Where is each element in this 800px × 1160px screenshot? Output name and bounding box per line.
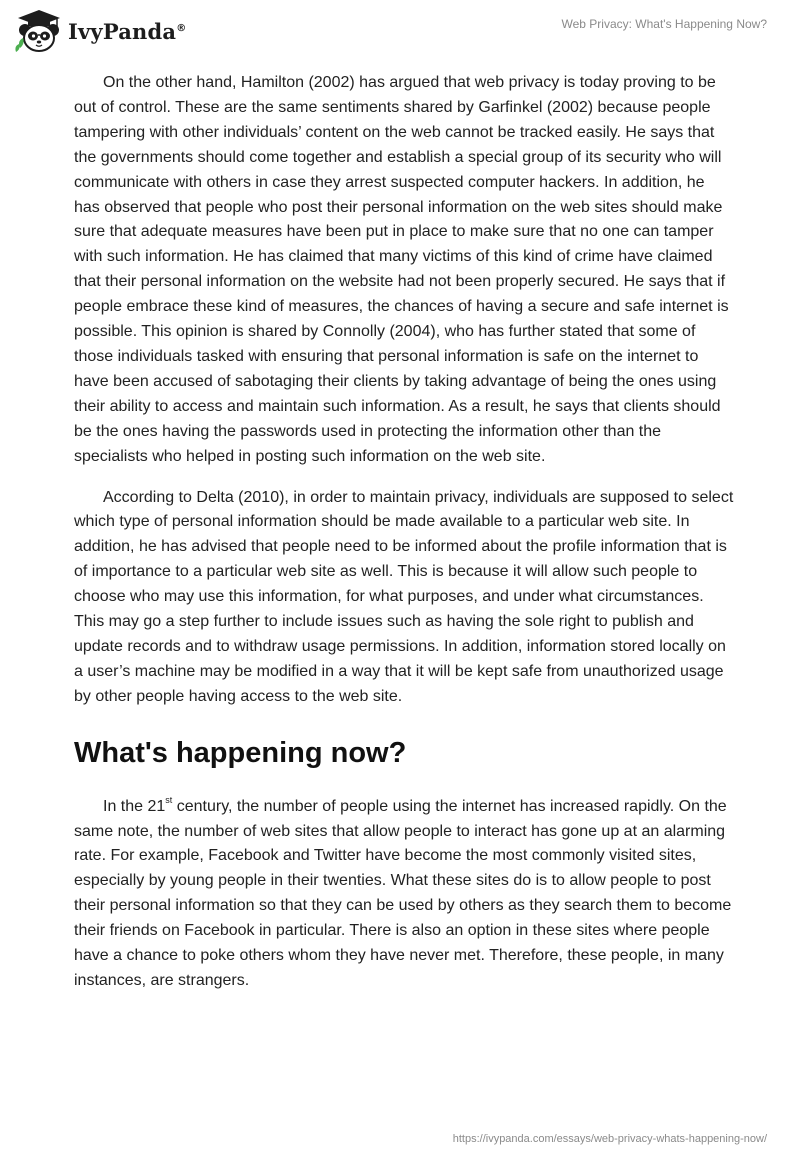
brand-name: IvyPanda® <box>68 18 187 44</box>
panda-logo-icon <box>14 8 64 54</box>
paragraph-3-rest: century, the number of people using the internet has increased rapidly. On the same note, the number of web sites that allow people to interact has gone up at an alarming rate. For example, Facebook and Twitter have become the most commonly visited sites, especially by young people in their twenties. What these sites do is to allow people to post their personal information so that they can be used by others as they search them to become their friends on Facebook in particular. There is also an option in these sites where people have a chance to poke others whom they have never met. Therefore, these people, in many instances, are strangers. <box>74 797 732 989</box>
paragraph-3-lead: In the 21 <box>103 797 166 815</box>
paragraph-3 <box>74 795 734 994</box>
page-header <box>0 0 800 64</box>
paragraph-1: On the other hand, Hamilton (2002) has argued that web privacy is today proving to be out of control. These are the same sentiments shared by Garfinkel (2002) because people tampering with other individuals’ content on the web cannot be tracked easily. He says that the governments should come together and establish a special group of its security who will communicate with others in case they arrest suspected computer hackers. In addition, he has observed that people who post their personal information on the web sites should make sure that adequate measures have been put in place to make sure that no one can tamper with such information. He has claimed that many victims of this kind of crime have claimed that their personal information on the website had not been properly secured. He says that if people embrace these kind of measures, the chances of having a secure and safe internet is possible. This opinion is shared by Connolly (2004), who has further stated that some of those individuals tasked with ensuring that personal information is safe on the internet to have been accused of sabotaging their clients by taking advantage of being the ones using their ability to access and maintain such information. As a result, he says that clients should be the ones having the passwords used in protecting the information other than the specialists who helped in posting such information on the web site. <box>74 74 729 465</box>
brand-logo[interactable] <box>14 8 186 54</box>
essay-content <box>74 71 734 994</box>
footer-url-link[interactable]: https://ivypanda.com/essays/web-privacy-whats-happening-now/ <box>452 1133 767 1145</box>
ordinal-suffix: st <box>165 795 173 806</box>
document-title: Web Privacy: What's Happening Now? <box>561 17 767 31</box>
paragraph-2: According to Delta (2010), in order to maintain privacy, individuals are supposed to select which type of personal information should be made available to a particular web site. In addition, he has advised that people need to be informed about the profile information that is of importance to a particular web site as well. This is because it will allow such people to choose who may use this information, for what purposes, and under what circumstances. This may go a step further to include issues such as having the sole right to publish and update records and to withdraw usage permissions. In addition, information stored locally on a user’s machine may be modified in a way that it will be kept safe from unauthorized usage by other people having access to the web site. <box>74 488 734 705</box>
brand-registered-mark: ® <box>176 22 187 34</box>
section-heading: What's happening now? <box>74 736 407 769</box>
